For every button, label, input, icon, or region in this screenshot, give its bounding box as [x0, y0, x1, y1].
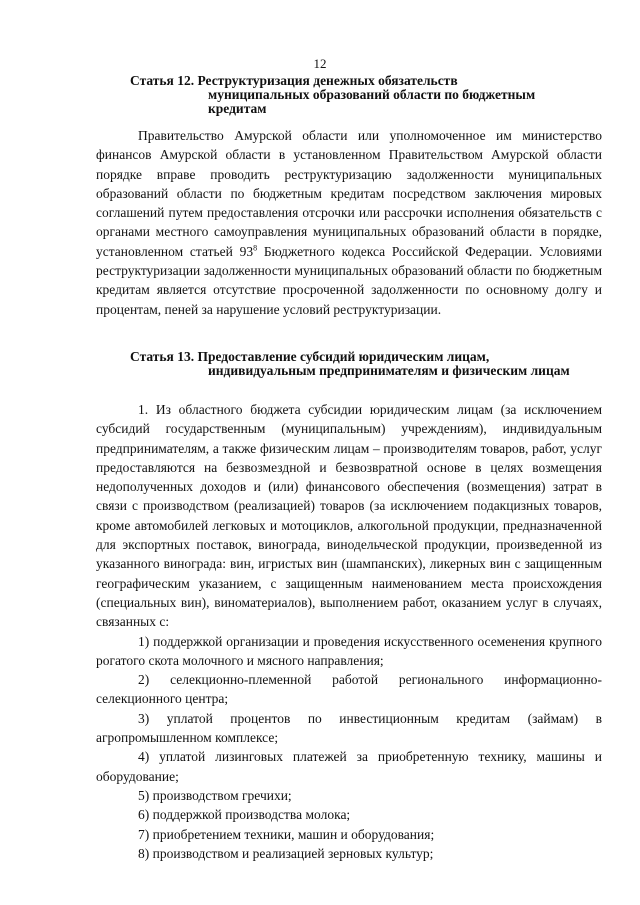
list-item: 3) уплатой процентов по инвестиционным кредитам (займам) в агропромышленном комплексе; — [96, 710, 602, 746]
list-item: 2) селекционно-племенной работой регионального информационно-селекционного центра; — [96, 672, 602, 707]
article-12-text-part2: Бюджетного кодекса Российской Федерации. Условиями реструктуризации задолженности муниципальных образований области по бюджетным кредитам является отсутствие просроченной задолженности по основному долгу и процентам, пеней за нарушение условий реструктуризации. — [96, 243, 603, 317]
article-13-heading — [130, 350, 570, 378]
article-12-text-part1: Правительство Амурской области или уполномоченное им министерство финансов Амурской области в установленном Правительством Амурской области порядке вправе проводить реструктуризацию задолженности муниципальных образований области по бюджетным кредитам посредством заключения мировых соглашений путем предоставления отсрочки или рассрочки исполнения обязательств с органами местного самоуправления муниципальных образований области в порядке, установленном статьей 93 — [96, 128, 602, 259]
article-13-paragraph-1: 1. Из областного бюджета субсидии юридическим лицам (за исключением субсидий государственным (муниципальным) учреждениям), индивидуальным предпринимателям, а также физическим лицам – производителям товаров, работ, услуг предоставляются на безвозмездной и безвозвратной основе в целях возмещения недополученных доходов и (или) финансового обеспечения (возмещения) затрат в связи с производством (реализацией) товаров (за исключением подакцизных товаров, кроме автомобилей легковых и мотоциклов, алкогольной продукции, предназначенной для экспортных поставок, винограда, винодельческой продукции, произведенной из указанного винограда: вин, игристых вин (шампанских), ликерных вин с защищенным географическим указанием, с защищенным наименованием места происхождения (специальных вин), виноматериалов), выполнением работ, оказанием услуг в случаях, связанных с: — [96, 402, 602, 630]
list-item: 4) уплатой лизинговых платежей за приобретенную технику, машины и оборудование; — [96, 749, 602, 784]
article-13-title-line1: Статья 13. Предоставление субсидий юридическим лицам, — [130, 349, 490, 364]
article-12-paragraph — [96, 126, 602, 319]
article-13-title-rest: индивидуальным предпринимателям и физическим лицам — [208, 363, 570, 378]
article-12-superscript: 8 — [253, 243, 258, 253]
list-item: 8) производством и реализацией зерновых культур; — [138, 845, 434, 861]
article-13-body — [96, 400, 602, 863]
page-number: 12 — [313, 56, 327, 71]
list-item: 5) производством гречихи; — [138, 787, 292, 803]
article-12-heading — [130, 74, 570, 116]
article-12-title-rest: муниципальных образований области по бюджетным кредитам — [208, 87, 536, 116]
list-item: 6) поддержкой производства молока; — [138, 807, 351, 823]
article-12-title-line1: Статья 12. Реструктуризация денежных обязательств — [130, 73, 458, 88]
article-12-body — [96, 126, 602, 319]
list-item: 7) приобретением техники, машин и оборудования; — [138, 826, 435, 842]
list-item: 1) поддержкой организации и проведения искусственного осеменения крупного рогатого скота молочного и мясного направления; — [96, 633, 602, 668]
